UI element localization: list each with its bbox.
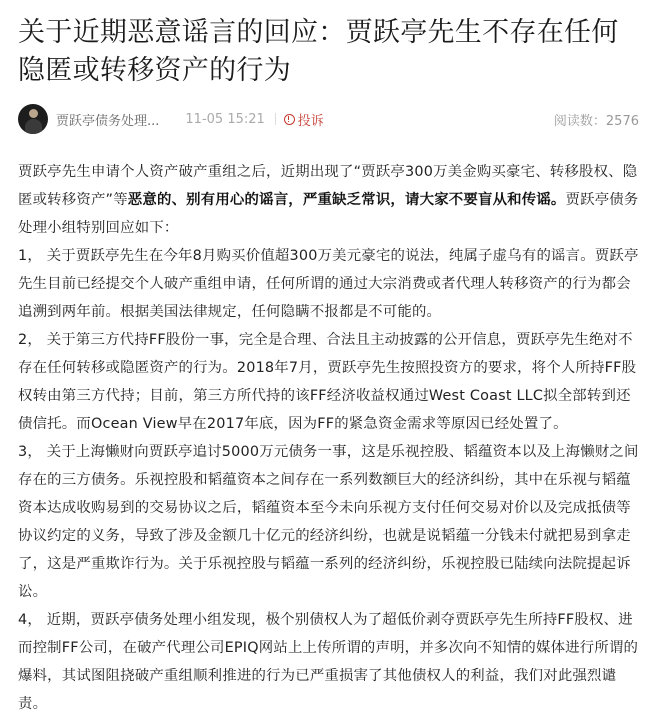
avatar-torso bbox=[25, 119, 42, 134]
intro-text-end: 贾跃亭债务处理小组特别回应如下： bbox=[18, 192, 639, 236]
report-button[interactable] bbox=[284, 110, 324, 129]
meta-divider bbox=[275, 113, 276, 125]
intro-emphasis: 恶意的、别有用心的谣言，严重缺乏常识，请大家不要盲从和传谣。 bbox=[127, 192, 566, 208]
point-1: 1， 关于贾跃亭先生在今年8月购买价值超300万美元豪宅的说法，纯属子虚乌有的谣言。贾跃亭先生目前已经提交个人破产重组申请，任何所谓的通过大宗消费或者代理人转移资产的行为都会追溯到两年前。根据美国法律规定，任何隐瞒不报都是不可能的。 bbox=[18, 248, 639, 320]
author-avatar[interactable] bbox=[18, 104, 48, 134]
publish-time: 11-05 15:21 bbox=[185, 111, 265, 127]
warning-icon bbox=[284, 114, 295, 125]
article-body bbox=[18, 158, 639, 718]
article-title: 关于近期恶意谣言的回应：贾跃亭先生不存在任何隐匿或转移资产的行为 bbox=[18, 17, 619, 86]
intro-text: 贾跃亭先生申请个人资产破产重组之后，近期出现了“贾跃亭300万美金购买豪宅、转移股权、隐匿或转移资产”等 bbox=[18, 164, 638, 208]
report-label: 投诉 bbox=[297, 113, 324, 129]
point-3: 3， 关于上海懒财向贾跃亭追讨5000万元债务一事，这是乐视控股、韬蕴资本以及上海懒财之间存在的三方债务。乐视控股和韬蕴资本之间存在一系列数额巨大的经济纠纷，其中在乐视与韬蕴资本达成收购易到的交易协议之后，韬蕴资本至今未向乐视方支付任何交易对价以及完成抵债等协议约定的义务，导致了涉及金额几十亿元的经济纠纷，也就是说韬蕴一分钱未付就把易到拿走了，这是严重欺诈行为。关于乐视控股与韬蕴一系列的经济纠纷，乐视控股已陆续向法院提起诉讼。 bbox=[18, 444, 639, 600]
point-4: 4， 近期，贾跃亭债务处理小组发现，极个别债权人为了超低价剥夺贾跃亭先生所持FF股权、进而控制FF公司，在破产代理公司EPIQ网站上上传所谓的声明，并多次向不知情的媒体进行所谓的爆料，其试图阻挠破产重组顺利推进的行为已严重损害了其他债权人的利益，我们对此强烈谴责。 bbox=[18, 612, 639, 712]
article-meta bbox=[18, 102, 639, 136]
read-count: 阅读数：2576 bbox=[553, 113, 639, 129]
avatar-head bbox=[29, 109, 38, 118]
author-name-link[interactable]: 贾跃亭债务处理... bbox=[56, 113, 160, 129]
point-2: 2， 关于第三方代持FF股份一事，完全是合理、合法且主动披露的公开信息，贾跃亭先生绝对不存在任何转移或隐匿资产的行为。2018年7月，贾跃亭先生按照投资方的要求，将个人所持FF股权转由第三方代持；目前，第三方所代持的该FF经济收益权通过West Coast LLC拟全部转到还债信托。而Ocean View早在2017年底，因为FF的紧急资金需求等原因已经处置了。 bbox=[18, 332, 637, 432]
intro-paragraph bbox=[18, 158, 639, 242]
